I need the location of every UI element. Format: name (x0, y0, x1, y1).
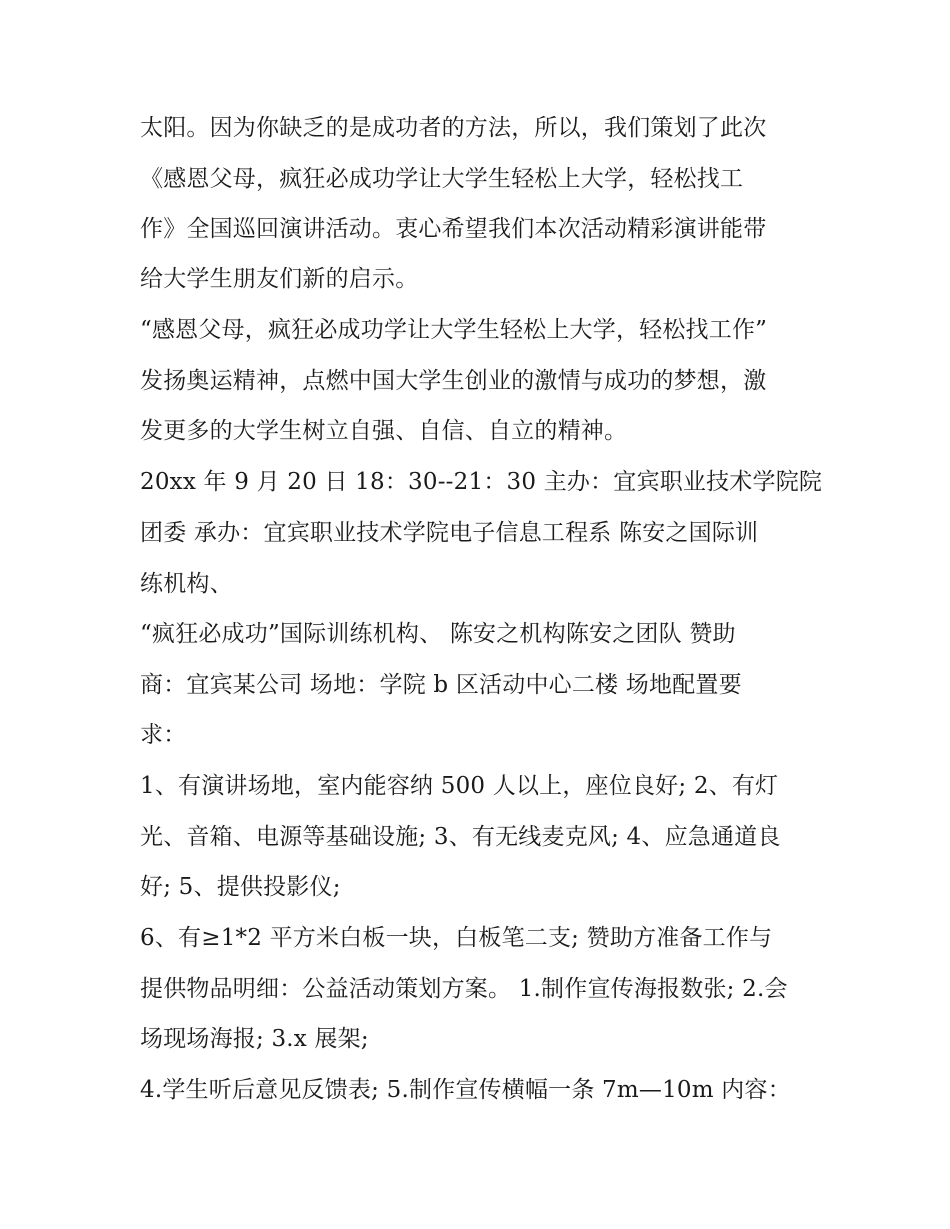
text-line: 1、有演讲场地，室内能容纳 500 人以上，座位良好; 2、有灯 (140, 773, 779, 799)
text-line: 商：宜宾某公司 场地：学院 b 区活动中心二楼 场地配置要 (140, 672, 742, 698)
text-line: 场现场海报; 3.x 展架; (140, 1026, 369, 1052)
text-line: “疯狂必成功”国际训练机构、 陈安之机构陈安之团队 赞助 (140, 621, 736, 647)
text-line: 作》全国巡回演讲活动。衷心希望我们本次活动精彩演讲能带 (140, 216, 767, 242)
text-line: 发更多的大学生树立自强、自信、自立的精神。 (140, 418, 628, 444)
text-line: 太阳。因为你缺乏的是成功者的方法，所以，我们策划了此次 (140, 115, 767, 141)
text-line: 光、音箱、电源等基础设施; 3、有无线麦克风; 4、应急通道良 (140, 824, 781, 850)
text-line: 《感恩父母，疯狂必成功学让大学生轻松上大学，轻松找工 (140, 166, 744, 192)
text-line: 好; 5、提供投影仪; (140, 874, 341, 900)
text-line: 20xx 年 9 月 20 日 18：30--21：30 主办：宜宾职业技术学院院 (140, 469, 823, 495)
text-line: 给大学生朋友们新的启示。 (140, 266, 419, 292)
text-line: 6、有≥1*2 平方米白板一块，白板笔二支; 赞助方准备工作与 (140, 925, 773, 951)
text-line: 团委 承办：宜宾职业技术学院电子信息工程系 陈安之国际训 (140, 520, 759, 546)
text-line: “感恩父母，疯狂必成功学让大学生轻松上大学，轻松找工作” (140, 317, 768, 343)
text-line: 练机构、 (140, 571, 233, 597)
text-line: 发扬奥运精神，点燃中国大学生创业的激情与成功的梦想，激 (140, 368, 767, 394)
text-line: 提供物品明细：公益活动策划方案。 1.制作宣传海报数张; 2.会 (140, 976, 788, 1002)
text-line: 4.学生听后意见反馈表; 5.制作宣传横幅一条 7m—10m 内容： (140, 1077, 791, 1103)
text-line: 求： (140, 722, 187, 748)
